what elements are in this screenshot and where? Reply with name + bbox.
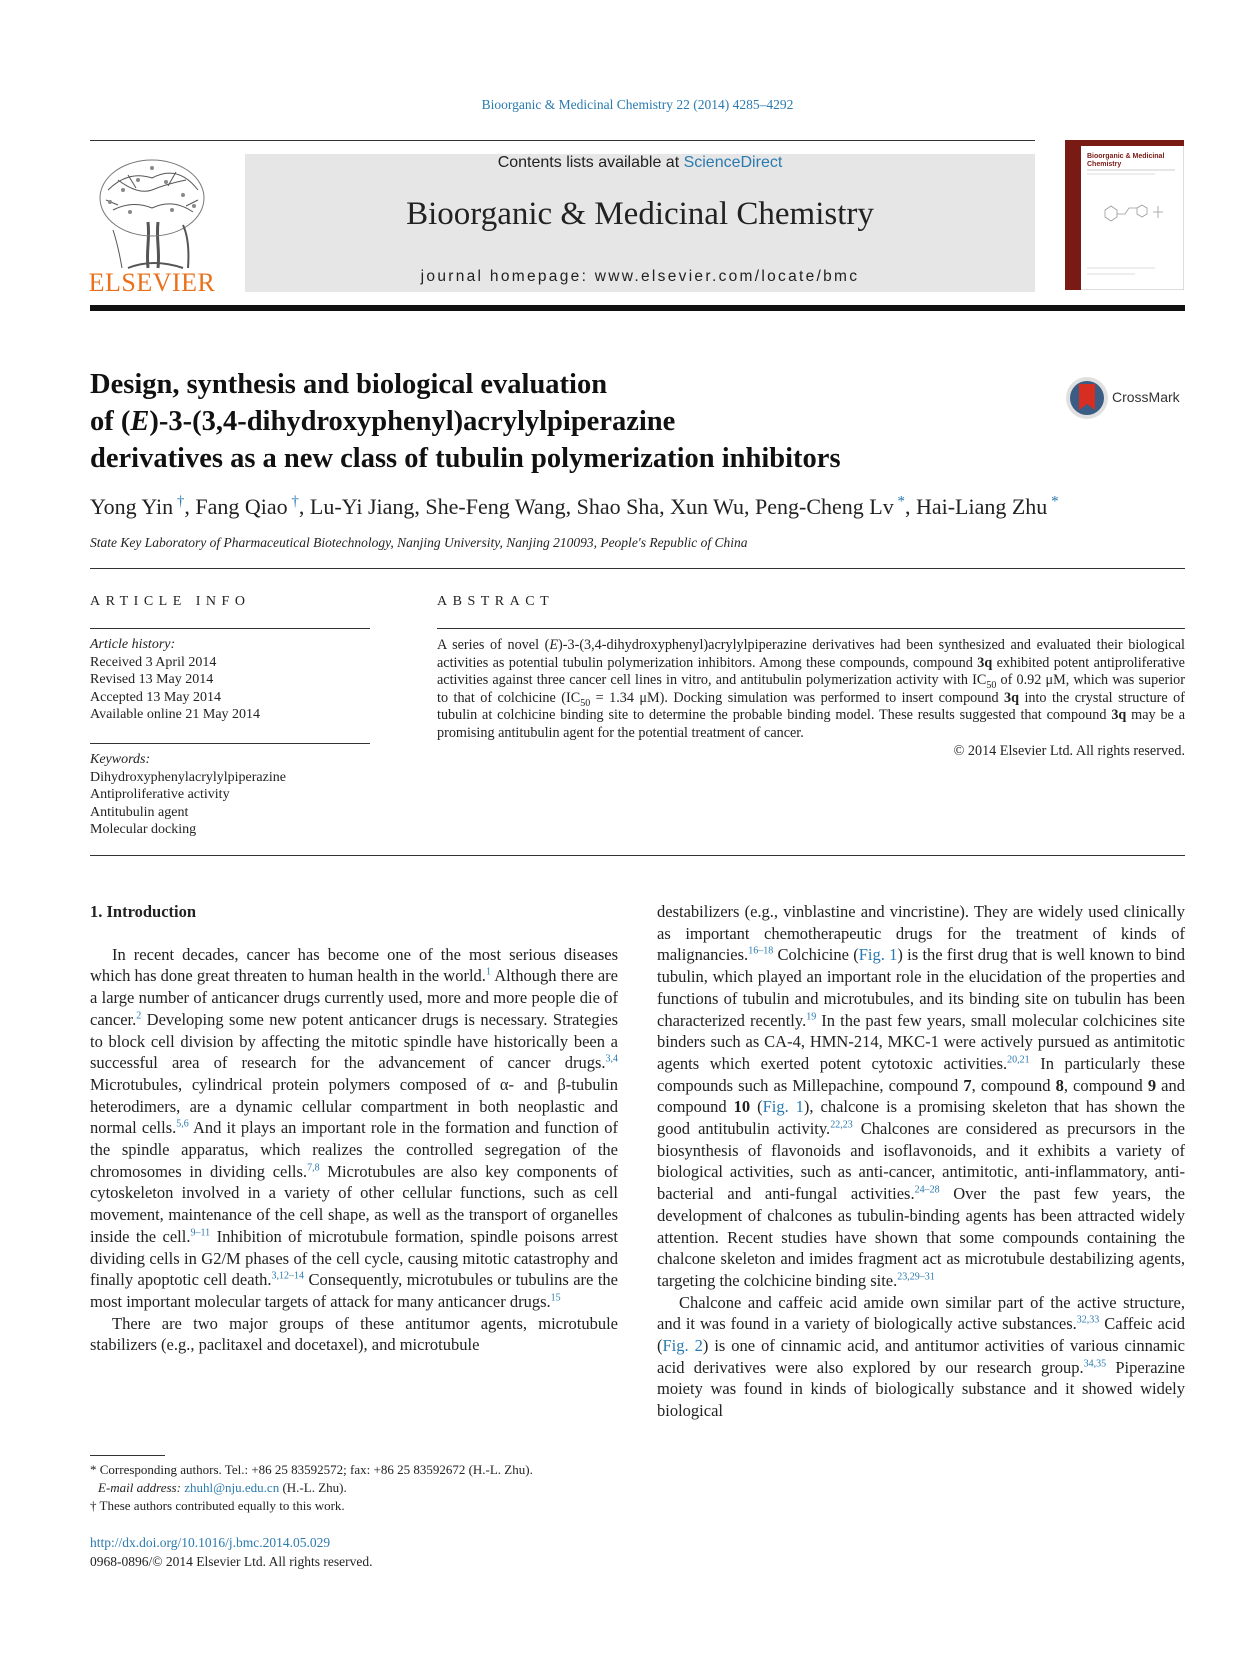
article-info-heading: ARTICLE INFO (90, 594, 251, 609)
footnote-text: Corresponding authors. Tel.: +86 25 83592572; fax: +86 25 83592672 (H.-L. Zhu). (96, 1462, 533, 1477)
author-name[interactable]: She-Feng Wang (425, 494, 566, 519)
journal-homepage[interactable]: journal homepage: www.elsevier.com/locate/bmc (420, 268, 860, 285)
divider (90, 743, 370, 744)
journal-banner (245, 154, 1035, 292)
author-separator: , (659, 494, 671, 519)
title-text: of ( (90, 406, 131, 437)
compound-label: 3q (1004, 689, 1019, 706)
elsevier-wordmark[interactable]: ELSEVIER (88, 268, 216, 297)
body-text: In recent decades, cancer has become one of the most serious diseases which has done great threaten to human health in the world. (90, 944, 618, 986)
history-item: Accepted 13 May 2014 (90, 689, 222, 705)
abstract-heading: ABSTRACT (437, 594, 555, 609)
compound-label: 7 (963, 1075, 972, 1095)
history-item: Received 3 April 2014 (90, 654, 217, 670)
body-text: Developing some new potent anticancer drugs is necessary. Strategies to block cell division by affecting the mitotic spindle have historically been a successful area of research for the advancement of cancer drugs. (90, 1009, 618, 1073)
divider (90, 628, 370, 629)
title-text: )-3-(3,4-dihydroxyphenyl)acrylylpiperazine (149, 406, 676, 437)
abstract-text: of 0.92 μM, which was superior to that of colchicine (IC (437, 672, 1185, 706)
email-label: E-mail address: (98, 1480, 185, 1495)
sciencedirect-link[interactable]: ScienceDirect (683, 154, 783, 171)
footnote-mark: * (90, 1462, 97, 1477)
abstract-italic: E (549, 637, 559, 653)
contents-prefix: Contents lists available at (497, 154, 684, 171)
svg-text:Bioorganic & Medicinal: Bioorganic & Medicinal (1087, 153, 1165, 160)
body-text: Piperazine moiety was found in kinds of biologically substance and it showed widely biological (657, 1357, 1185, 1421)
author-separator: , (184, 494, 196, 519)
intro-paragraph-2: There are two major groups of these antitumor agents, microtubule stabilizers (e.g., paclitaxel and docetaxel), and microtubule (90, 1313, 618, 1355)
header-rule (90, 140, 1035, 141)
compound-label: 3q (1111, 707, 1127, 724)
author-separator: , (298, 494, 310, 519)
reference-link[interactable]: 3,12–14 (271, 1270, 305, 1282)
body-text: destabilizers (e.g., vinblastine and vincristine). They are widely used clinically as important chemotherapeutic drugs for the treatment of kinds of malignancies. (657, 902, 1185, 965)
compound-label: 10 (733, 1097, 751, 1117)
body-column-right (657, 901, 1185, 1422)
abstract-text: into the crystal structure of tubulin at colchicine binding site to determine the probable binding model. These results suggested that compound (437, 689, 1185, 724)
crossmark-icon (1065, 376, 1109, 420)
author-separator: , (414, 494, 426, 519)
intro-paragraph-1 (90, 944, 618, 1313)
footnote-corresponding (90, 1461, 630, 1479)
reference-link[interactable]: 1 (485, 966, 491, 978)
body-text: , compound (1063, 1075, 1148, 1095)
author-name[interactable]: Lu-Yi Jiang (309, 494, 415, 519)
body-text: Although there are a large number of anticancer drugs currently used, more and more people die of cancer. (90, 966, 619, 1029)
author-name[interactable]: Yong Yin (90, 494, 174, 519)
compound-label: 8 (1055, 1075, 1064, 1095)
subscript: 50 (580, 697, 591, 709)
author-name[interactable]: Fang Qiao (195, 494, 288, 519)
divider (90, 855, 1185, 856)
body-text: Consequently, microtubules or tubulins are the most important molecular targets of attack for many anticancer drugs. (90, 1270, 618, 1311)
intro-paragraph-3 (657, 1292, 1185, 1422)
divider (437, 628, 1185, 629)
compound-label: 3q (977, 654, 993, 671)
body-text: Inhibition of microtubule formation, spindle poisons arrest dividing cells in G2/M phases of the cell cycle, causing mitotic catastrophy and finally apoptotic cell death. (90, 1226, 618, 1290)
article-history (90, 636, 260, 724)
footnote-mark: † (90, 1498, 97, 1513)
author-name[interactable]: Shao Sha (576, 494, 660, 519)
doi-link[interactable]: http://dx.doi.org/10.1016/j.bmc.2014.05.029 (90, 1535, 331, 1550)
abstract-text: A series of novel ( (437, 637, 550, 653)
affiliation: State Key Laboratory of Pharmaceutical Biotechnology, Nanjing University, Nanjing 210093, People's Republic of China (90, 535, 748, 550)
svg-text:Chemistry: Chemistry (1087, 161, 1122, 168)
keyword-item: Dihydroxyphenylacrylylpiperazine (90, 769, 286, 785)
author-mark[interactable]: * (893, 493, 905, 510)
reference-link[interactable]: 32,33 (1076, 1314, 1100, 1326)
figure-link[interactable]: Fig. 1 (858, 945, 898, 965)
body-text: ) is one of cinnamic acid, and antitumor activities of various cinnamic acid derivatives were also explored by our research group. (657, 1336, 1185, 1377)
crossmark-badge[interactable] (1065, 376, 1190, 421)
abstract-text: )-3-(3,4-dihydroxyphenyl)acrylylpiperazine derivatives had been synthesized and evaluated their biological activities as potential tubulin polymerization inhibitors. Among these compounds, compound (437, 637, 1185, 671)
reference-link[interactable]: 16–18 (748, 945, 774, 957)
footnotes (90, 1461, 630, 1515)
author-name[interactable]: Xun Wu (670, 494, 744, 519)
reference-link[interactable]: 20,21 (1007, 1054, 1030, 1066)
keyword-item: Antiproliferative activity (90, 787, 230, 802)
body-text: Over the past few years, the development of chalcones as tubulin-binding agents has been attracted widely attention. Recent studies have shown that some compounds containing the chalcone skeleton and imides fragment act as microtubule destabilizing agents, targeting the colchicine binding site. (657, 1184, 1185, 1290)
author-mark[interactable]: † (287, 493, 299, 510)
reference-link[interactable]: 22,23 (830, 1119, 853, 1131)
body-text: ) is the first drug that is well known to bind tubulin, which played an important role in the elucidation of the properties and functions of tubulin and microtubules, and its binding site on tubulin has been characterized recently. (657, 945, 1185, 1030)
author-list (90, 494, 1200, 520)
reference-link[interactable]: 15 (550, 1292, 561, 1304)
title-line-1: Design, synthesis and biological evaluation (90, 369, 608, 400)
email-link[interactable]: zhuhl@nju.edu.cn (184, 1480, 280, 1495)
body-text: Chalcones are considered as precursors in the biosynthesis of flavonoids and isoflavonoids, and it exhibits a variety of biological activities, such as anti-cancer, antimitotic, anti-inflammatory, anti-bacterial and anti-fungal activities. (657, 1119, 1185, 1204)
body-text: Microtubules, cylindrical protein polymers composed of α- and β-tubulin heterodimers, are a dynamic cellular compartment in both neoplastic and normal cells. (90, 1074, 618, 1138)
body-text: and compound (657, 1075, 1185, 1117)
reference-link[interactable]: 5,6 (176, 1118, 189, 1130)
abstract-body (437, 637, 1185, 760)
reference-link[interactable]: 24–28 (914, 1184, 940, 1196)
figure-link[interactable]: Fig. 1 (762, 1097, 804, 1117)
body-text: Caffeic acid ( (657, 1314, 1185, 1356)
reference-link[interactable]: 7,8 (307, 1162, 320, 1174)
journal-cover-image[interactable] (1065, 140, 1184, 290)
body-text: ), chalcone is a promising skeleton that has shown the good antitubulin activity. (657, 1097, 1185, 1139)
body-text: And it plays an important role in the formation and function of the spindle apparatus, which realizes the controlled segregation of the chromosomes in dividing cells. (90, 1118, 618, 1181)
keyword-item: Molecular docking (90, 822, 197, 837)
divider (90, 568, 1185, 569)
subscript: 50 (986, 680, 997, 692)
reference-link[interactable]: 2 (136, 1010, 142, 1022)
author-name[interactable]: Hai-Liang Zhu (915, 494, 1048, 519)
article-title (90, 366, 1050, 477)
body-text: Colchicine ( (773, 945, 859, 965)
body-text: In particularly these compounds such as Millepachine, compound (657, 1053, 1185, 1095)
abstract-copyright: © 2014 Elsevier Ltd. All rights reserved. (953, 742, 1185, 759)
contents-available (245, 154, 1035, 172)
journal-title: Bioorganic & Medicinal Chemistry (406, 196, 874, 232)
journal-citation[interactable]: Bioorganic & Medicinal Chemistry 22 (2014) 4285–4292 (481, 97, 794, 112)
abstract-text: may be a promising antitubulin agent for the potential treatment of cancer. (437, 707, 1185, 741)
history-item: Revised 13 May 2014 (90, 672, 214, 687)
title-italic: E (130, 406, 150, 437)
reference-link[interactable]: 19 (806, 1011, 817, 1023)
author-mark[interactable]: * (1047, 493, 1059, 510)
title-line-2 (90, 403, 1050, 440)
history-item: Available online 21 May 2014 (90, 707, 261, 722)
abstract-text: exhibited potent antiproliferative activities against three cancer cell lines in vitro, and antitubulin polymerization activity with IC (437, 654, 1185, 689)
intro-paragraph-2-cont (657, 901, 1185, 1292)
keyword-item: Antitubulin agent (90, 804, 189, 820)
reference-link[interactable]: 34,35 (1083, 1358, 1107, 1370)
body-column-left (90, 901, 618, 1356)
keywords-label: Keywords: (90, 752, 151, 767)
footnote-text: These authors contributed equally to this work. (96, 1498, 345, 1513)
title-line-3: derivatives as a new class of tubulin polymerization inhibitors (90, 443, 841, 474)
section-heading-introduction: 1. Introduction (90, 902, 197, 921)
author-separator: , (565, 494, 577, 519)
header-thick-rule (90, 305, 1185, 311)
author-mark[interactable]: † (173, 493, 185, 510)
keywords (90, 751, 286, 839)
footnote-equal (90, 1497, 630, 1515)
reference-link[interactable]: 23,29–31 (897, 1271, 935, 1283)
body-text: Microtubules are also key components of cytoskeleton involved in a variety of other cellular functions, such as cell movement, maintenance of the cell shape, as well as the transport of organelles inside the cell. (90, 1161, 618, 1246)
reference-link[interactable]: 3,4 (605, 1053, 618, 1065)
history-label: Article history: (90, 637, 176, 652)
author-separator: , (744, 494, 755, 519)
abstract-text: = 1.34 μM). Docking simulation was performed to insert compound (590, 689, 1004, 706)
footnote-text: (H.-L. Zhu). (279, 1480, 347, 1495)
footnote-email (90, 1479, 630, 1497)
body-text: In the past few years, small molecular colchicines site binders such as CA-4, HMN-214, MKC-1 were actively pursued as antimitotic agents which exerted potent cytotoxic activities. (657, 1010, 1186, 1073)
body-text: Chalcone and caffeic acid amide own similar part of the active structure, and it was found in a variety of biologically active substances. (657, 1292, 1185, 1334)
author-name[interactable]: Peng-Cheng Lv (755, 494, 894, 519)
body-text: ( (750, 1097, 763, 1117)
crossmark-label: CrossMark (1112, 389, 1180, 405)
compound-label: 9 (1147, 1075, 1157, 1095)
footnote-rule (90, 1455, 165, 1456)
author-separator: , (904, 494, 916, 519)
issn-copyright: 0968-0896/© 2014 Elsevier Ltd. All rights reserved. (90, 1554, 373, 1569)
figure-link[interactable]: Fig. 2 (662, 1336, 703, 1356)
reference-link[interactable]: 9–11 (190, 1227, 211, 1239)
body-text: , compound (971, 1075, 1056, 1095)
